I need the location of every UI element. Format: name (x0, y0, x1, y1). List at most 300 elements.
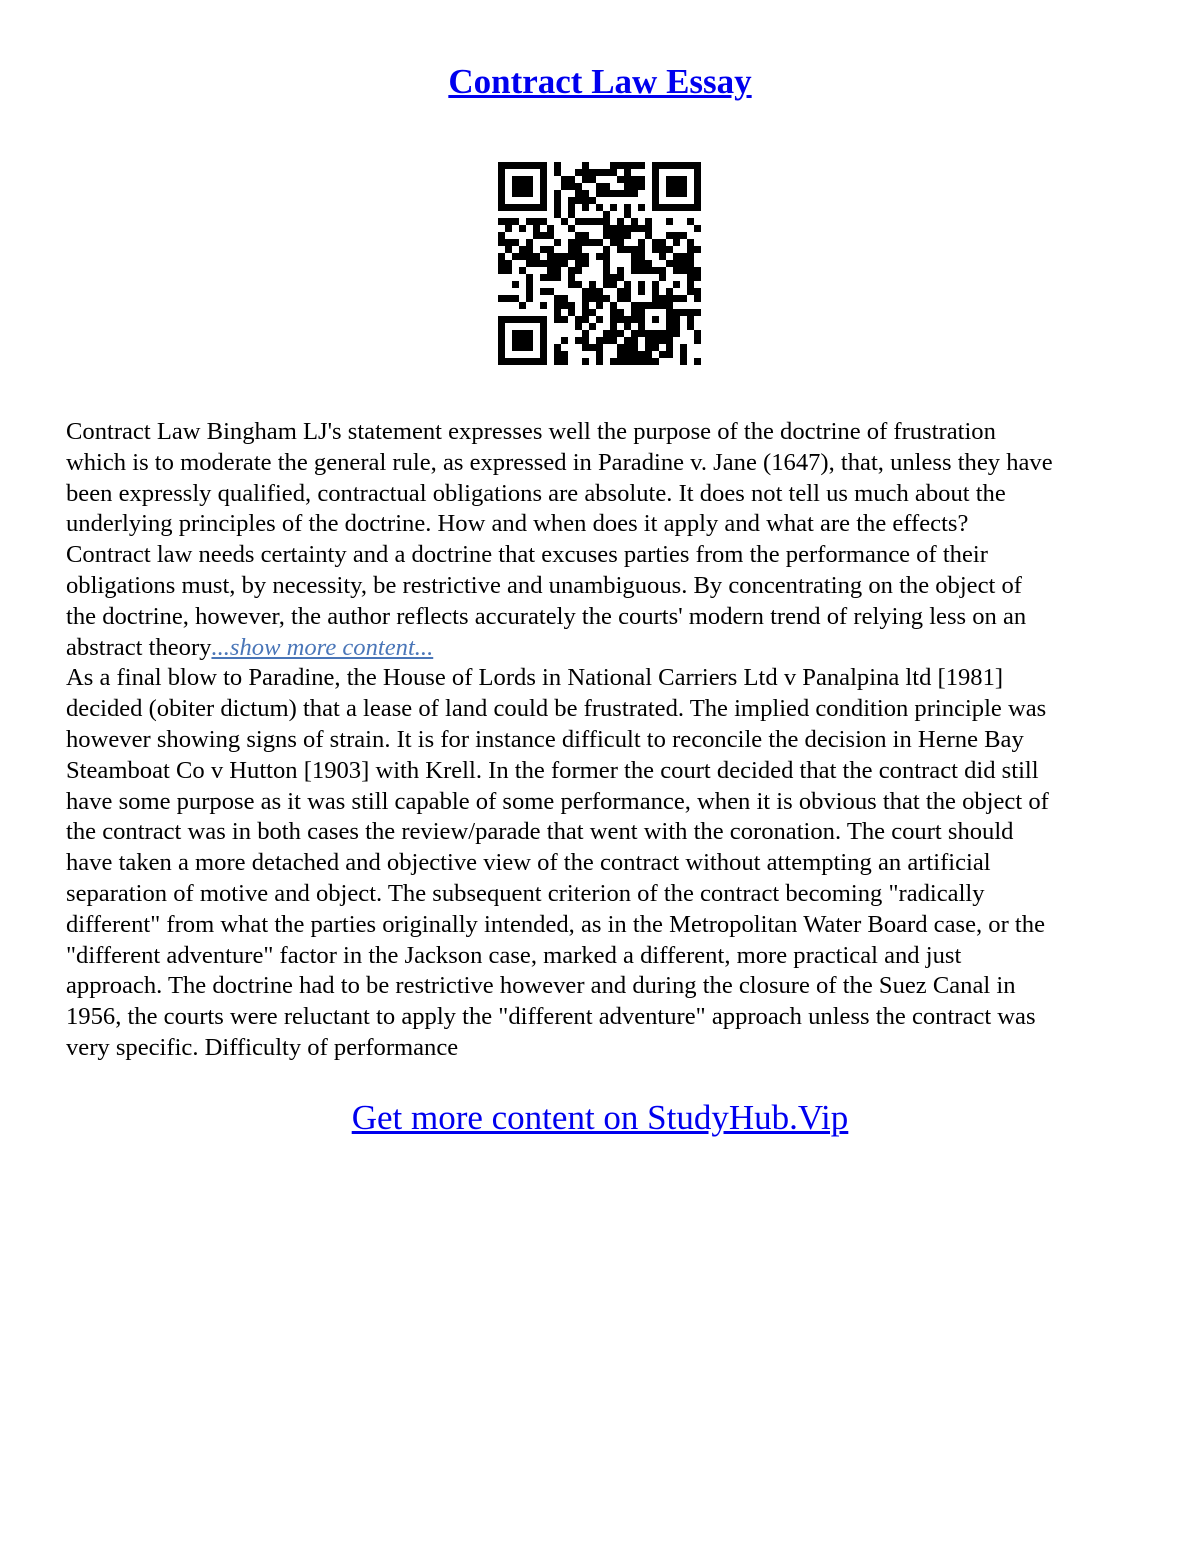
qr-module (694, 169, 701, 176)
qr-module (673, 183, 680, 190)
qr-module (596, 288, 603, 295)
qr-module (505, 225, 512, 232)
qr-module (666, 218, 673, 225)
qr-module (540, 302, 547, 309)
qr-module (617, 358, 624, 365)
qr-module (687, 239, 694, 246)
qr-module (512, 218, 519, 225)
qr-module (610, 274, 617, 281)
qr-module (505, 358, 512, 365)
qr-module (547, 246, 554, 253)
qr-module (659, 274, 666, 281)
qr-module (638, 239, 645, 246)
qr-module (512, 316, 519, 323)
qr-module (610, 232, 617, 239)
qr-module (526, 295, 533, 302)
qr-module (610, 190, 617, 197)
qr-module (687, 204, 694, 211)
qr-module (596, 218, 603, 225)
qr-module (519, 316, 526, 323)
qr-module (596, 351, 603, 358)
qr-module (554, 351, 561, 358)
qr-module (526, 246, 533, 253)
qr-module (568, 225, 575, 232)
qr-module (533, 260, 540, 267)
qr-module (554, 197, 561, 204)
qr-module (512, 344, 519, 351)
qr-module (666, 190, 673, 197)
qr-module (554, 190, 561, 197)
qr-module (568, 183, 575, 190)
qr-module (589, 295, 596, 302)
qr-module (687, 288, 694, 295)
qr-module (631, 225, 638, 232)
qr-module (554, 260, 561, 267)
qr-module (673, 253, 680, 260)
qr-module (638, 309, 645, 316)
qr-module (575, 323, 582, 330)
qr-module (498, 190, 505, 197)
qr-module (512, 358, 519, 365)
qr-module (638, 176, 645, 183)
qr-module (610, 204, 617, 211)
qr-module (631, 190, 638, 197)
qr-module (631, 183, 638, 190)
qr-module (652, 162, 659, 169)
qr-module (652, 344, 659, 351)
qr-module (498, 330, 505, 337)
qr-module (673, 176, 680, 183)
qr-module (589, 323, 596, 330)
qr-module (638, 246, 645, 253)
qr-module (617, 232, 624, 239)
qr-module (512, 204, 519, 211)
qr-module (666, 344, 673, 351)
qr-module (540, 197, 547, 204)
qr-module (638, 267, 645, 274)
qr-module (582, 176, 589, 183)
qr-module (498, 344, 505, 351)
qr-module (512, 239, 519, 246)
qr-module (575, 267, 582, 274)
qr-module (575, 316, 582, 323)
qr-module (596, 253, 603, 260)
qr-module (526, 260, 533, 267)
qr-module (596, 190, 603, 197)
qr-module (631, 260, 638, 267)
qr-module (568, 176, 575, 183)
qr-module (512, 330, 519, 337)
qr-module (603, 330, 610, 337)
qr-module (582, 204, 589, 211)
qr-module (666, 176, 673, 183)
qr-module (540, 204, 547, 211)
qr-module (568, 281, 575, 288)
qr-module (505, 246, 512, 253)
qr-module (645, 358, 652, 365)
qr-module (652, 295, 659, 302)
qr-module (512, 337, 519, 344)
qr-module (659, 351, 666, 358)
qr-module (638, 225, 645, 232)
qr-module (652, 190, 659, 197)
qr-module (554, 309, 561, 316)
qr-module (582, 190, 589, 197)
qr-module (547, 253, 554, 260)
qr-module (603, 183, 610, 190)
qr-module (498, 295, 505, 302)
qr-module (561, 302, 568, 309)
qr-module (554, 162, 561, 169)
body-line: obligations must, by necessity, be restrictive and unambiguous. By concentrating on the object of (66, 571, 1022, 599)
qr-module (624, 337, 631, 344)
qr-module (575, 253, 582, 260)
qr-module (610, 169, 617, 176)
qr-module (652, 288, 659, 295)
qr-module (631, 218, 638, 225)
qr-module (680, 344, 687, 351)
footer (0, 1098, 1200, 1138)
qr-module (554, 344, 561, 351)
qr-module (533, 204, 540, 211)
qr-module (694, 330, 701, 337)
qr-module (652, 358, 659, 365)
qr-module (638, 302, 645, 309)
qr-module (498, 162, 505, 169)
qr-module (498, 218, 505, 225)
qr-module (624, 162, 631, 169)
qr-module (547, 225, 554, 232)
qr-module (519, 204, 526, 211)
qr-module (561, 316, 568, 323)
qr-code-icon (498, 162, 701, 365)
qr-module (694, 274, 701, 281)
qr-module (603, 190, 610, 197)
qr-module (680, 295, 687, 302)
qr-module (694, 190, 701, 197)
qr-module (575, 239, 582, 246)
qr-module (568, 211, 575, 218)
qr-module (645, 351, 652, 358)
qr-module (526, 204, 533, 211)
qr-module (498, 316, 505, 323)
qr-module (652, 176, 659, 183)
qr-module (687, 267, 694, 274)
qr-module (526, 288, 533, 295)
qr-module (561, 218, 568, 225)
qr-module (582, 344, 589, 351)
document-title (0, 62, 1200, 102)
qr-module (498, 239, 505, 246)
qr-module (526, 218, 533, 225)
qr-module (519, 176, 526, 183)
qr-module (666, 316, 673, 323)
qr-module (561, 253, 568, 260)
qr-module (617, 190, 624, 197)
qr-module (680, 232, 687, 239)
qr-module (554, 358, 561, 365)
qr-module (512, 295, 519, 302)
qr-module (540, 260, 547, 267)
qr-module (617, 274, 624, 281)
qr-module (631, 309, 638, 316)
qr-module (624, 344, 631, 351)
qr-module (568, 309, 575, 316)
qr-module (554, 267, 561, 274)
qr-module (498, 267, 505, 274)
qr-module (603, 260, 610, 267)
qr-module (638, 162, 645, 169)
qr-module (540, 316, 547, 323)
qr-module (617, 309, 624, 316)
qr-module (568, 246, 575, 253)
qr-module (624, 358, 631, 365)
qr-module (617, 218, 624, 225)
qr-module (575, 190, 582, 197)
qr-module (512, 162, 519, 169)
qr-module (645, 302, 652, 309)
qr-module (540, 330, 547, 337)
qr-module (554, 253, 561, 260)
qr-module (498, 351, 505, 358)
qr-module (603, 253, 610, 260)
body-line: have some purpose as it was still capable of some performance, when it is obvious that the object of (66, 787, 1049, 815)
qr-module (610, 239, 617, 246)
body-line: Steamboat Co v Hutton [1903] with Krell. In the former the court decided that the contract did still (66, 756, 1039, 784)
qr-module (596, 169, 603, 176)
qr-module (659, 204, 666, 211)
qr-module (666, 330, 673, 337)
qr-module (582, 309, 589, 316)
qr-module (666, 351, 673, 358)
body-line: As a final blow to Paradine, the House of Lords in National Carriers Ltd v Panalpina ltd [1981] (66, 664, 1004, 692)
qr-module (694, 246, 701, 253)
qr-module (526, 358, 533, 365)
body-line: separation of motive and object. The subsequent criterion of the contract becoming "radically (66, 879, 985, 907)
qr-module (498, 176, 505, 183)
qr-module (603, 295, 610, 302)
qr-module (519, 190, 526, 197)
qr-module (505, 218, 512, 225)
qr-module (561, 337, 568, 344)
body-line: the doctrine, however, the author reflects accurately the courts' modern trend of relying less on an (66, 602, 1027, 630)
qr-module (645, 344, 652, 351)
qr-module (568, 302, 575, 309)
qr-module (603, 225, 610, 232)
qr-module (617, 344, 624, 351)
body-line: which is to moderate the general rule, as expressed in Paradine v. Jane (1647), that, unless they have (66, 448, 1053, 476)
body-line: have taken a more detached and objective view of the contract without attempting an artificial (66, 849, 991, 877)
qr-module (610, 323, 617, 330)
qr-module (498, 197, 505, 204)
qr-module (498, 253, 505, 260)
qr-module (666, 232, 673, 239)
qr-module (680, 176, 687, 183)
qr-module (498, 260, 505, 267)
qr-module (638, 281, 645, 288)
qr-module (666, 288, 673, 295)
qr-module (533, 316, 540, 323)
qr-module (540, 183, 547, 190)
qr-module (519, 337, 526, 344)
qr-module (687, 162, 694, 169)
qr-module (596, 183, 603, 190)
title-link[interactable]: Contract Law Essay (448, 62, 752, 101)
qr-module (673, 232, 680, 239)
qr-module (575, 337, 582, 344)
qr-module (617, 316, 624, 323)
qr-module (582, 239, 589, 246)
qr-module (540, 169, 547, 176)
qr-module (680, 253, 687, 260)
body-text-fragment: abstract theory (66, 633, 212, 661)
qr-module (680, 267, 687, 274)
qr-module (680, 204, 687, 211)
qr-module (610, 302, 617, 309)
qr-module (645, 218, 652, 225)
qr-module (603, 281, 610, 288)
qr-module (519, 330, 526, 337)
qr-module (610, 358, 617, 365)
qr-module (519, 162, 526, 169)
qr-module (645, 260, 652, 267)
qr-module (582, 316, 589, 323)
qr-module (652, 330, 659, 337)
qr-module (526, 162, 533, 169)
qr-module (687, 274, 694, 281)
qr-module (596, 239, 603, 246)
qr-module (533, 232, 540, 239)
qr-module (554, 316, 561, 323)
qr-module (652, 337, 659, 344)
qr-module (533, 162, 540, 169)
qr-module (687, 281, 694, 288)
qr-module (610, 330, 617, 337)
qr-module (624, 211, 631, 218)
qr-module (540, 344, 547, 351)
qr-module (673, 281, 680, 288)
qr-module (596, 295, 603, 302)
qr-module (540, 232, 547, 239)
body-line: different" from what the parties originally intended, as in the Metropolitan Water Board case, or the (66, 910, 1045, 938)
qr-module (547, 274, 554, 281)
qr-module (694, 197, 701, 204)
qr-module (603, 337, 610, 344)
qr-module (666, 246, 673, 253)
qr-module (659, 337, 666, 344)
show-more-link[interactable]: ...show more content... (211, 633, 434, 661)
qr-module (568, 204, 575, 211)
qr-module (512, 183, 519, 190)
qr-module (596, 344, 603, 351)
qr-module (638, 204, 645, 211)
qr-module (687, 218, 694, 225)
qr-module (624, 288, 631, 295)
qr-module (561, 183, 568, 190)
qr-module (680, 162, 687, 169)
qr-module (498, 358, 505, 365)
qr-module (519, 225, 526, 232)
qr-module (575, 169, 582, 176)
qr-module (512, 253, 519, 260)
qr-module (603, 169, 610, 176)
qr-module (540, 323, 547, 330)
body-line: very specific. Difficulty of performance (66, 1033, 459, 1061)
qr-module (652, 316, 659, 323)
qr-module (659, 246, 666, 253)
qr-module (540, 190, 547, 197)
qr-module (673, 309, 680, 316)
qr-module (694, 176, 701, 183)
qr-module (617, 295, 624, 302)
body-line-last (66, 633, 1146, 664)
qr-module (575, 246, 582, 253)
qr-module (659, 162, 666, 169)
qr-module (526, 281, 533, 288)
qr-module (638, 330, 645, 337)
qr-module (652, 267, 659, 274)
qr-module (624, 225, 631, 232)
qr-module (526, 190, 533, 197)
qr-module (617, 162, 624, 169)
qr-module (582, 232, 589, 239)
qr-module (659, 330, 666, 337)
qr-module (673, 260, 680, 267)
qr-module (687, 253, 694, 260)
qr-module (582, 288, 589, 295)
qr-module (652, 183, 659, 190)
qr-module (673, 239, 680, 246)
qr-module (526, 330, 533, 337)
qr-module (526, 316, 533, 323)
qr-module (554, 204, 561, 211)
qr-module (638, 260, 645, 267)
body-line: the contract was in both cases the review/parade that went with the coronation. The court should (66, 818, 1014, 846)
qr-module (505, 204, 512, 211)
qr-module (694, 225, 701, 232)
qr-module (673, 204, 680, 211)
qr-module (575, 281, 582, 288)
qr-module (610, 225, 617, 232)
qr-module (540, 218, 547, 225)
body-line: however showing signs of strain. It is for instance difficult to reconcile the decision in Herne Bay (66, 725, 1024, 753)
qr-module (687, 309, 694, 316)
qr-module (645, 337, 652, 344)
qr-module (582, 218, 589, 225)
studyhub-link[interactable]: Get more content on StudyHub.Vip (351, 1098, 849, 1137)
qr-module (589, 344, 596, 351)
qr-module (610, 281, 617, 288)
qr-module (575, 197, 582, 204)
qr-module (666, 309, 673, 316)
qr-module (638, 253, 645, 260)
qr-module (561, 260, 568, 267)
qr-module (596, 204, 603, 211)
qr-module (694, 295, 701, 302)
qr-module (624, 323, 631, 330)
body-line: been expressly qualified, contractual obligations are absolute. It does not tell us much about the (66, 479, 1006, 507)
qr-module (666, 302, 673, 309)
qr-module (603, 246, 610, 253)
qr-module (659, 253, 666, 260)
qr-module (673, 267, 680, 274)
body-line: decided (obiter dictum) that a lease of land could be frustrated. The implied condition principle was (66, 695, 1047, 723)
qr-module (561, 176, 568, 183)
qr-module (652, 281, 659, 288)
qr-module (505, 162, 512, 169)
qr-module (645, 225, 652, 232)
qr-module (624, 169, 631, 176)
